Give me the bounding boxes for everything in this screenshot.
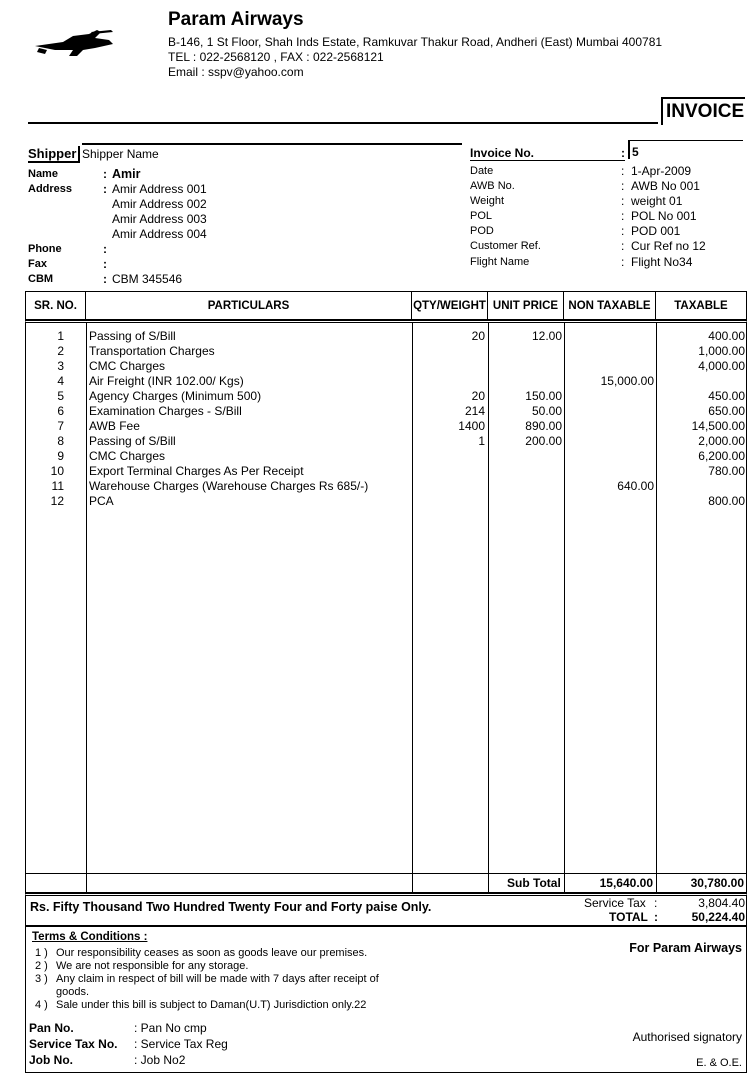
table-row bbox=[26, 479, 746, 494]
total-label: TOTAL bbox=[609, 910, 648, 924]
airplane-icon bbox=[33, 28, 115, 60]
subtotal-non-taxable: 15,640.00 bbox=[599, 876, 653, 890]
table-row bbox=[26, 449, 746, 464]
service-tax-value: 3,804.40 bbox=[698, 896, 745, 910]
cell-unit-price: 12.00 bbox=[531, 329, 562, 343]
cell-non-taxable: 640.00 bbox=[617, 479, 654, 493]
cell-unit-price: 150.00 bbox=[525, 389, 562, 403]
cell-taxable: 14,500.00 bbox=[691, 419, 745, 433]
term-number: 2 ) bbox=[35, 960, 48, 972]
footer-field-label: Pan No. bbox=[29, 1021, 74, 1035]
term-number: 1 ) bbox=[35, 947, 48, 959]
cell-sr-no: 12 bbox=[50, 494, 64, 508]
term-number: 3 ) bbox=[35, 973, 48, 985]
shipper-field-colon: : bbox=[103, 272, 107, 286]
invoice-field-colon: : bbox=[621, 179, 625, 193]
cell-particulars: Air Freight (INR 102.00/ Kgs) bbox=[89, 374, 244, 388]
cell-unit-price: 890.00 bbox=[525, 419, 562, 433]
shipper-field-value: Amir Address 003 bbox=[112, 212, 207, 226]
header-unit-price: UNIT PRICE bbox=[488, 292, 564, 320]
invoice-field-value: Cur Ref no 12 bbox=[631, 239, 706, 253]
shipper-field-label: Address bbox=[28, 183, 73, 195]
cell-particulars: Export Terminal Charges As Per Receipt bbox=[89, 464, 304, 478]
cell-particulars: AWB Fee bbox=[89, 419, 140, 433]
term-text: Our responsibility ceases as soon as goods leave our premises. bbox=[56, 947, 368, 959]
table-row bbox=[26, 389, 746, 404]
shipper-field-value: Amir Address 001 bbox=[112, 182, 207, 196]
cell-sr-no: 5 bbox=[57, 389, 64, 403]
cell-unit-price: 200.00 bbox=[525, 434, 562, 448]
shipper-field-value: CBM 345546 bbox=[112, 272, 183, 286]
table-row bbox=[26, 434, 746, 449]
footer-field-value: : Service Tax Reg bbox=[134, 1037, 228, 1051]
cell-particulars: CMC Charges bbox=[89, 449, 166, 463]
invoice-field-label: Flight Name bbox=[470, 256, 530, 268]
invoice-field-colon: : bbox=[621, 224, 625, 238]
for-company: For Param Airways bbox=[629, 941, 742, 955]
cell-particulars: Warehouse Charges (Warehouse Charges Rs 685/-) bbox=[89, 479, 369, 493]
cell-taxable: 450.00 bbox=[708, 389, 745, 403]
cell-qty: 1400 bbox=[458, 419, 485, 433]
invoice-field-colon: : bbox=[621, 255, 625, 269]
cell-qty: 20 bbox=[471, 389, 485, 403]
cell-sr-no: 6 bbox=[57, 404, 64, 418]
eoe-note: E. & O.E. bbox=[696, 1057, 742, 1069]
term-text: Sale under this bill is subject to Daman(U.T) Jurisdiction only.22 bbox=[56, 999, 367, 1011]
cell-taxable: 650.00 bbox=[708, 404, 745, 418]
invoice-field-colon: : bbox=[621, 239, 625, 253]
items-grid bbox=[25, 320, 747, 893]
invoice-field-label: Date bbox=[470, 165, 494, 177]
shipper-field-colon: : bbox=[103, 242, 107, 256]
company-email: Email : sspv@yahoo.com bbox=[168, 65, 304, 79]
footer-field-value: : Pan No cmp bbox=[134, 1021, 207, 1035]
term-text: We are not responsible for any storage. bbox=[56, 960, 249, 972]
table-row bbox=[26, 464, 746, 479]
header-taxable: TAXABLE bbox=[656, 292, 747, 320]
terms-heading: Terms & Conditions : bbox=[32, 931, 148, 943]
shipper-field-label: Name bbox=[28, 168, 58, 180]
cell-taxable: 1,000.00 bbox=[698, 344, 745, 358]
cell-taxable: 780.00 bbox=[708, 464, 745, 478]
amount-summary bbox=[25, 893, 747, 926]
footer-field-label: Job No. bbox=[29, 1053, 73, 1067]
amount-in-words: Rs. Fifty Thousand Two Hundred Twenty Four and Forty paise Only. bbox=[30, 900, 432, 914]
header-particulars: PARTICULARS bbox=[86, 292, 412, 320]
invoice-field-colon: : bbox=[621, 209, 625, 223]
cell-particulars: PCA bbox=[89, 494, 114, 508]
cell-unit-price: 50.00 bbox=[531, 404, 562, 418]
invoice-field-value: weight 01 bbox=[631, 194, 683, 208]
table-row bbox=[26, 374, 746, 389]
company-address: B-146, 1 St Floor, Shah Inds Estate, Ramkuvar Thakur Road, Andheri (East) Mumbai 400781 bbox=[168, 35, 663, 49]
cell-taxable: 400.00 bbox=[708, 329, 745, 343]
invoice-field-label: POD bbox=[470, 225, 494, 237]
terms-section bbox=[25, 926, 747, 1073]
subtotal-row bbox=[25, 873, 747, 893]
invoice-field-value: POL No 001 bbox=[631, 209, 697, 223]
cell-sr-no: 4 bbox=[57, 374, 64, 388]
table-row bbox=[26, 359, 746, 374]
table-row bbox=[26, 404, 746, 419]
shipper-field-colon: : bbox=[103, 257, 107, 271]
total-colon: : bbox=[654, 910, 658, 924]
cell-qty: 20 bbox=[471, 329, 485, 343]
subtotal-taxable: 30,780.00 bbox=[690, 876, 744, 890]
invoice-no-value: 5 bbox=[628, 140, 743, 159]
table-row bbox=[26, 419, 746, 434]
term-text: goods. bbox=[56, 986, 90, 998]
company-name: Param Airways bbox=[168, 9, 304, 30]
invoice-field-label: POL bbox=[470, 210, 493, 222]
invoice-field-value: Flight No34 bbox=[631, 255, 693, 269]
cell-particulars: Passing of S/Bill bbox=[89, 434, 176, 448]
cell-particulars: CMC Charges bbox=[89, 359, 166, 373]
shipper-field-label: Fax bbox=[28, 258, 47, 270]
cell-sr-no: 9 bbox=[57, 449, 64, 463]
authorised-signatory: Authorised signatory bbox=[632, 1030, 742, 1044]
table-row bbox=[26, 344, 746, 359]
header-rule bbox=[28, 122, 658, 124]
shipper-field-value: Amir bbox=[112, 167, 141, 181]
invoice-field-label: Customer Ref. bbox=[470, 240, 541, 252]
subtotal-label: Sub Total bbox=[507, 876, 561, 890]
shipper-name-placeholder: Shipper Name bbox=[82, 143, 462, 161]
cell-sr-no: 11 bbox=[51, 479, 64, 493]
cell-qty: 1 bbox=[478, 434, 485, 448]
table-row bbox=[26, 329, 746, 344]
service-tax-label: Service Tax bbox=[584, 896, 646, 910]
header-qty-weight: QTY/WEIGHT bbox=[412, 292, 488, 320]
cell-taxable: 800.00 bbox=[708, 494, 745, 508]
term-number: 4 ) bbox=[35, 999, 48, 1011]
total-value: 50,224.40 bbox=[691, 910, 745, 924]
cell-sr-no: 10 bbox=[50, 464, 64, 478]
items-table-header bbox=[25, 291, 747, 320]
cell-taxable: 4,000.00 bbox=[698, 359, 745, 373]
cell-sr-no: 1 bbox=[57, 329, 64, 343]
cell-particulars: Passing of S/Bill bbox=[89, 329, 176, 343]
cell-sr-no: 2 bbox=[57, 344, 64, 358]
footer-field-label: Service Tax No. bbox=[29, 1037, 118, 1051]
shipper-field-colon: : bbox=[103, 167, 107, 181]
term-text: Any claim in respect of bill will be made with 7 days after receipt of bbox=[56, 973, 379, 985]
shipper-field-value: Amir Address 002 bbox=[112, 197, 207, 211]
invoice-title: INVOICE bbox=[661, 97, 745, 125]
shipper-field-label: Phone bbox=[28, 243, 62, 255]
shipper-field-value: Amir Address 004 bbox=[112, 227, 207, 241]
cell-taxable: 6,200.00 bbox=[698, 449, 745, 463]
invoice-field-colon: : bbox=[621, 164, 625, 178]
cell-particulars: Agency Charges (Minimum 500) bbox=[89, 389, 262, 403]
company-tel-fax: TEL : 022-2568120 , FAX : 022-2568121 bbox=[168, 50, 384, 64]
invoice-no-colon: : bbox=[621, 146, 625, 160]
shipper-field-label: CBM bbox=[28, 273, 54, 285]
cell-non-taxable: 15,000.00 bbox=[600, 374, 654, 388]
invoice-field-label: Weight bbox=[470, 195, 505, 207]
service-tax-colon: : bbox=[654, 896, 658, 910]
shipper-heading: Shipper bbox=[28, 146, 80, 163]
cell-qty: 214 bbox=[464, 404, 485, 418]
invoice-field-value: POD 001 bbox=[631, 224, 681, 238]
invoice-field-label: AWB No. bbox=[470, 180, 515, 192]
cell-taxable: 2,000.00 bbox=[698, 434, 745, 448]
cell-sr-no: 8 bbox=[57, 434, 64, 448]
invoice-field-value: AWB No 001 bbox=[631, 179, 700, 193]
cell-particulars: Examination Charges - S/Bill bbox=[89, 404, 242, 418]
cell-particulars: Transportation Charges bbox=[89, 344, 215, 358]
header-sr-no: SR. NO. bbox=[26, 292, 86, 320]
cell-sr-no: 7 bbox=[57, 419, 64, 433]
invoice-field-colon: : bbox=[621, 194, 625, 208]
invoice-no-label: Invoice No. bbox=[470, 146, 625, 161]
header-non-taxable: NON TAXABLE bbox=[564, 292, 656, 320]
footer-field-value: : Job No2 bbox=[134, 1053, 186, 1067]
cell-sr-no: 3 bbox=[57, 359, 64, 373]
invoice-field-value: 1-Apr-2009 bbox=[631, 164, 692, 178]
shipper-field-colon: : bbox=[103, 182, 107, 196]
table-row bbox=[26, 494, 746, 509]
